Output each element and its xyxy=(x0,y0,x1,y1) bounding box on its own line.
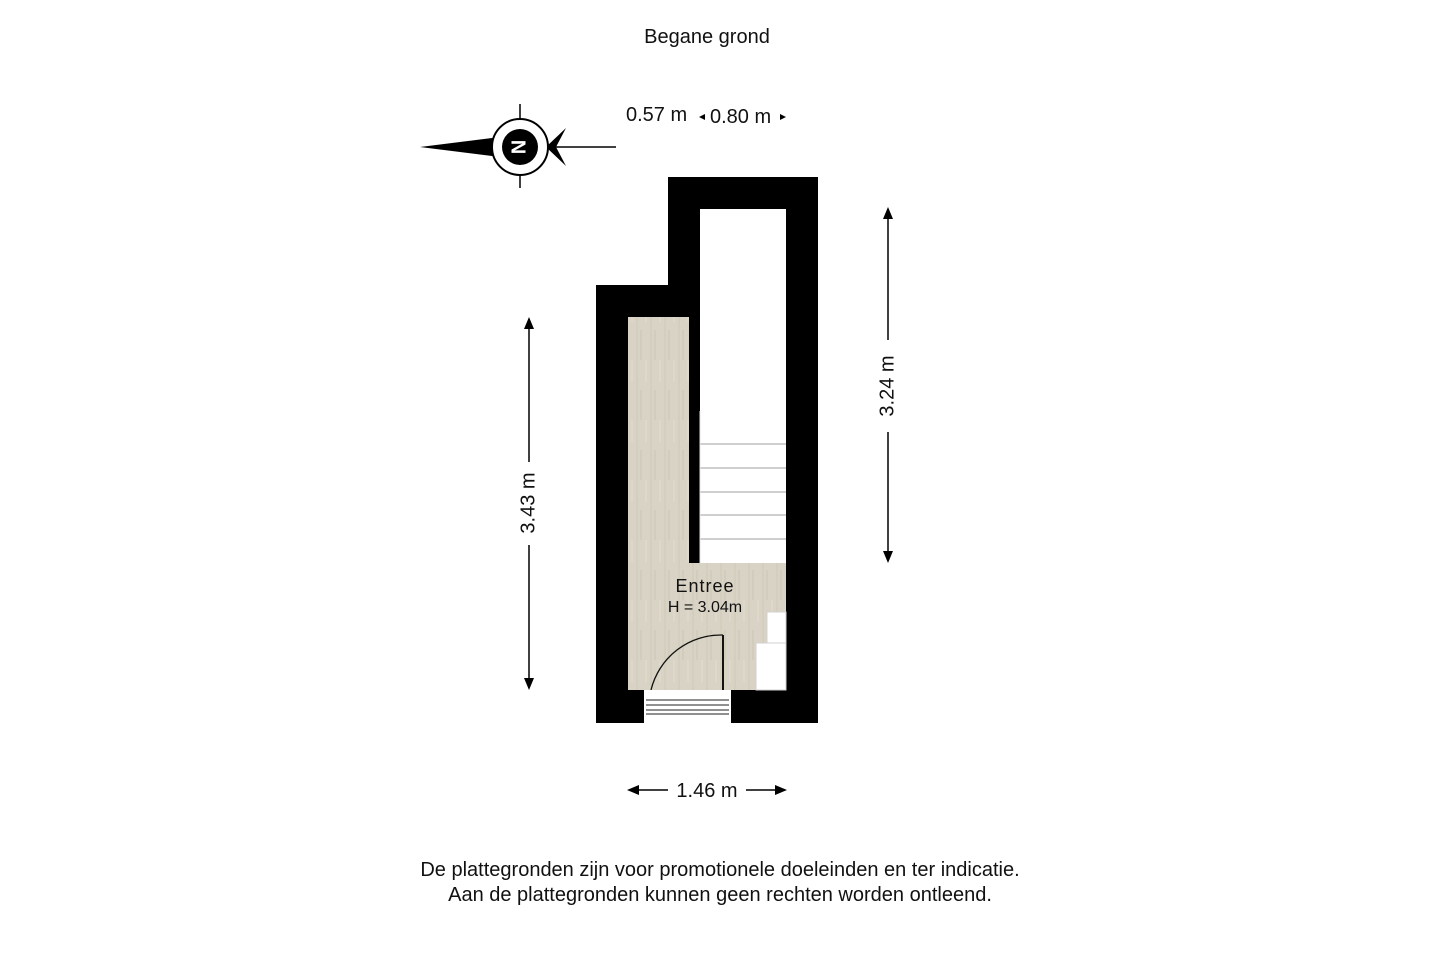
dimension-right xyxy=(876,207,898,563)
dimension-bottom-label: 1.46 m xyxy=(676,780,738,802)
top-dimensions xyxy=(626,104,786,128)
compass-icon xyxy=(420,104,616,188)
room-height: H = 3.04m xyxy=(667,599,743,616)
disclaimer xyxy=(0,858,1440,908)
floor-title: Begane grond xyxy=(644,26,770,48)
dimension-left xyxy=(517,317,539,690)
stairs xyxy=(700,411,786,563)
compass-letter: N xyxy=(508,139,531,155)
dimension-top-right: 0.80 m xyxy=(710,106,772,128)
disclaimer-line-1: De plattegronden zijn voor promotionele doeleinden en ter indicatie. xyxy=(420,859,1020,881)
room-name: Entree xyxy=(675,576,735,596)
dimension-bottom xyxy=(627,780,787,802)
dimension-top-left: 0.57 m xyxy=(626,104,688,126)
disclaimer-line-2: Aan de plattegronden kunnen geen rechten worden ontleend. xyxy=(448,884,992,906)
stairwell-void xyxy=(700,209,786,411)
dimension-left-label: 3.43 m xyxy=(517,472,540,534)
dimension-right-label: 3.24 m xyxy=(876,355,899,417)
